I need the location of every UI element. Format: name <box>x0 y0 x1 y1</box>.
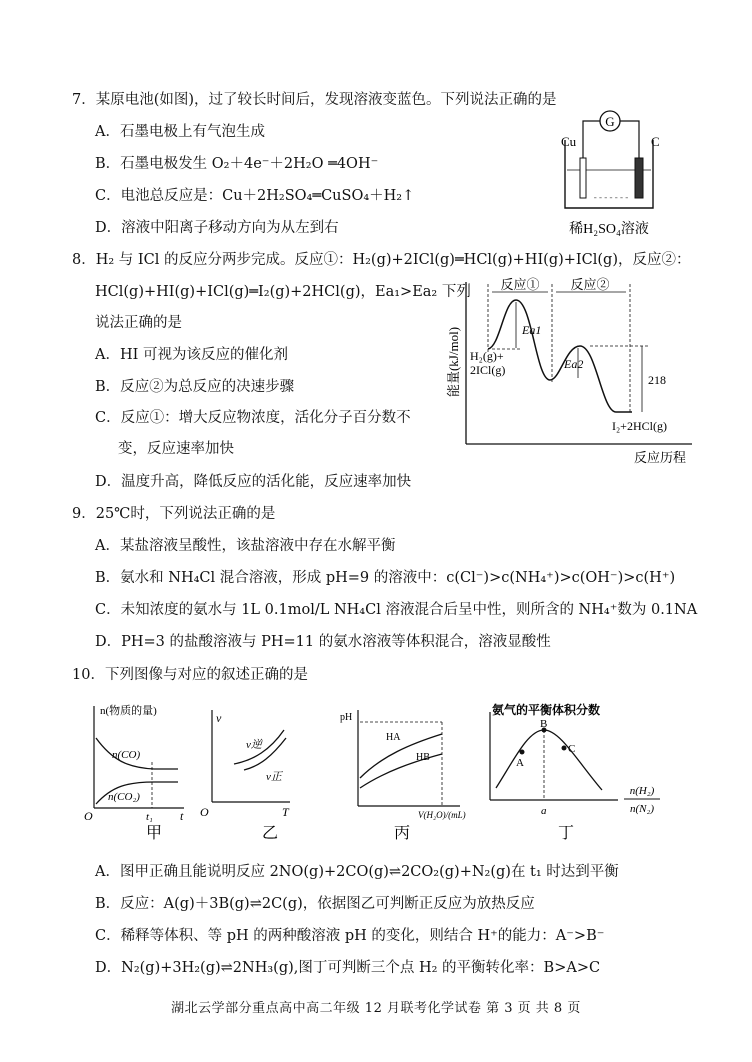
yi-x-label: T <box>282 805 289 819</box>
q10-stem: 10．下列图像与对应的叙述正确的是 <box>72 667 308 683</box>
q7-option-d: D．溶液中阳离子移动方向为从左到右 <box>95 220 339 236</box>
jia-origin: O <box>84 809 93 823</box>
jia-caption: 甲 <box>145 825 163 840</box>
c-label: C <box>651 134 660 149</box>
ding-ratio-bottom: n(N₂) <box>630 803 654 815</box>
q8-option-a: A．HI 可视为该反应的催化剂 <box>95 347 288 363</box>
svg-text:- - - - - - -: - - - - - - - <box>593 192 629 202</box>
products-label: I₂+2HCl(g) <box>612 419 667 433</box>
jia-y-label: n(物质的量) <box>100 705 157 717</box>
reactants-label-1: H₂(g)+ <box>470 349 504 363</box>
q10-option-c: C．稀释等体积、等 pH 的两种酸溶液 pH 的变化，则结合 H⁺的能力：A⁻>B⁻ <box>95 928 605 944</box>
galvanometer-label: G <box>605 114 615 129</box>
reaction-path-label: 反应历程 <box>633 450 687 465</box>
ding-a-mark: a <box>541 805 547 817</box>
q7-option-c: C．电池总反应是：Cu＋2H₂SO₄═CuSO₄＋H₂↑ <box>95 188 415 204</box>
yi-origin: O <box>200 805 209 819</box>
delta-label: 218 <box>648 373 666 387</box>
jia-n-co: n(CO) <box>112 749 141 761</box>
q9-option-a: A．某盐溶液呈酸性，该盐溶液中存在水解平衡 <box>95 538 396 554</box>
step1-label: 反应① <box>500 277 540 292</box>
q8-option-c: C．反应①：增大反应物浓度，活化分子百分数不 <box>95 410 411 426</box>
energy-axis-label: 能量(kJ/mol) <box>446 326 461 398</box>
solution-label: 稀H₂SO₄溶液 <box>569 222 649 237</box>
q10-option-b: B．反应：A(g)＋3B(g)⇌2C(g)，依据图乙可判断正反应为放热反应 <box>95 896 535 912</box>
yi-v-rev: v逆 <box>246 739 262 751</box>
page-footer: 湖北云学部分重点高中高二年级 12 月联考化学试卷 第 3 页 共 8 页 <box>171 1001 581 1016</box>
ea2-label: Ea2 <box>564 357 584 371</box>
q8-energy-diagram <box>440 272 700 468</box>
q7-option-b: B．石墨电极发生 O₂＋4e⁻＋2H₂O ═4OH⁻ <box>95 156 379 172</box>
ding-title: 氨气的平衡体积分数 <box>492 703 601 717</box>
bing-y-label: pH <box>340 712 353 723</box>
jia-n-co2: n(CO₂) <box>108 791 140 803</box>
yi-v-fwd: v正 <box>266 771 282 783</box>
ding-c: C <box>568 743 576 755</box>
q10-option-a: A．图甲正确且能说明反应 2NO(g)+2CO(g)⇌2CO₂(g)+N₂(g)在 t₁ 时达到平衡 <box>95 864 619 880</box>
q8-option-d: D．温度升高，降低反应的活化能，反应速率加快 <box>95 474 412 490</box>
q7-stem: 7．某原电池(如图)，过了较长时间后，发现溶液变蓝色。下列说法正确的是 <box>72 92 557 108</box>
q8-stem-line1: 8．H₂ 与 ICl 的反应分两步完成。反应①：H₂(g)+2ICl(g)═HCl(g)+HI(g)+ICl(g)，反应②： <box>72 252 691 268</box>
q7-cell-diagram <box>555 108 675 240</box>
q9-option-d: D．PH=3 的盐酸溶液与 PH=11 的氨水溶液等体积混合，溶液显酸性 <box>95 634 551 650</box>
q9-stem: 9．25℃时，下列说法正确的是 <box>72 506 276 522</box>
ding-b: B <box>540 718 548 730</box>
q8-stem-line2: HCl(g)+HI(g)+ICl(g)═I₂(g)+2HCl(g)，Ea₁>Ea₂ 下列 <box>95 284 471 300</box>
q10-option-d: D．N₂(g)+3H₂(g)⇌2NH₃(g),图丁可判断三个点 H₂ 的平衡转化率：B>A>C <box>95 960 601 976</box>
q8-option-b: B．反应②为总反应的决速步骤 <box>95 379 295 395</box>
cu-label: Cu <box>561 134 577 149</box>
reactants-label-2: 2ICl(g) <box>470 363 506 377</box>
bing-ha: HA <box>386 732 401 743</box>
ding-a: A <box>516 757 524 769</box>
q10-figure-jia <box>82 700 192 840</box>
q7-option-a: A．石墨电极上有气泡生成 <box>95 124 265 140</box>
q8-stem-line3: 说法正确的是 <box>95 315 182 331</box>
bing-x-label: V(H₂O)/(mL) <box>418 810 466 820</box>
q10-figure-ding <box>478 700 678 840</box>
step2-label: 反应② <box>570 277 610 292</box>
bing-hb: HB <box>416 752 430 763</box>
q10-figure-yi <box>198 700 298 840</box>
jia-t1: t₁ <box>146 811 153 823</box>
ea1-label: Ea1 <box>522 323 542 337</box>
ding-caption: 丁 <box>557 825 575 840</box>
q8-option-c-cont: 变，反应速率加快 <box>118 441 234 457</box>
jia-x-label: t <box>180 809 184 823</box>
ding-ratio-top: n(H₂) <box>629 785 655 797</box>
q10-figure-bing <box>330 700 470 840</box>
q9-option-b: B．氨水和 NH₄Cl 混合溶液，形成 pH=9 的溶液中：c(Cl⁻)>c(NH₄⁺)>c(OH⁻)>c(H⁺) <box>95 570 676 586</box>
yi-y-label: v <box>216 711 222 725</box>
q9-option-c: C．未知浓度的氨水与 1L 0.1mol/L NH₄Cl 溶液混合后呈中性，则所含的 NH₄⁺数为 0.1NA <box>95 602 698 618</box>
bing-caption: 丙 <box>393 825 411 840</box>
yi-caption: 乙 <box>261 825 279 840</box>
